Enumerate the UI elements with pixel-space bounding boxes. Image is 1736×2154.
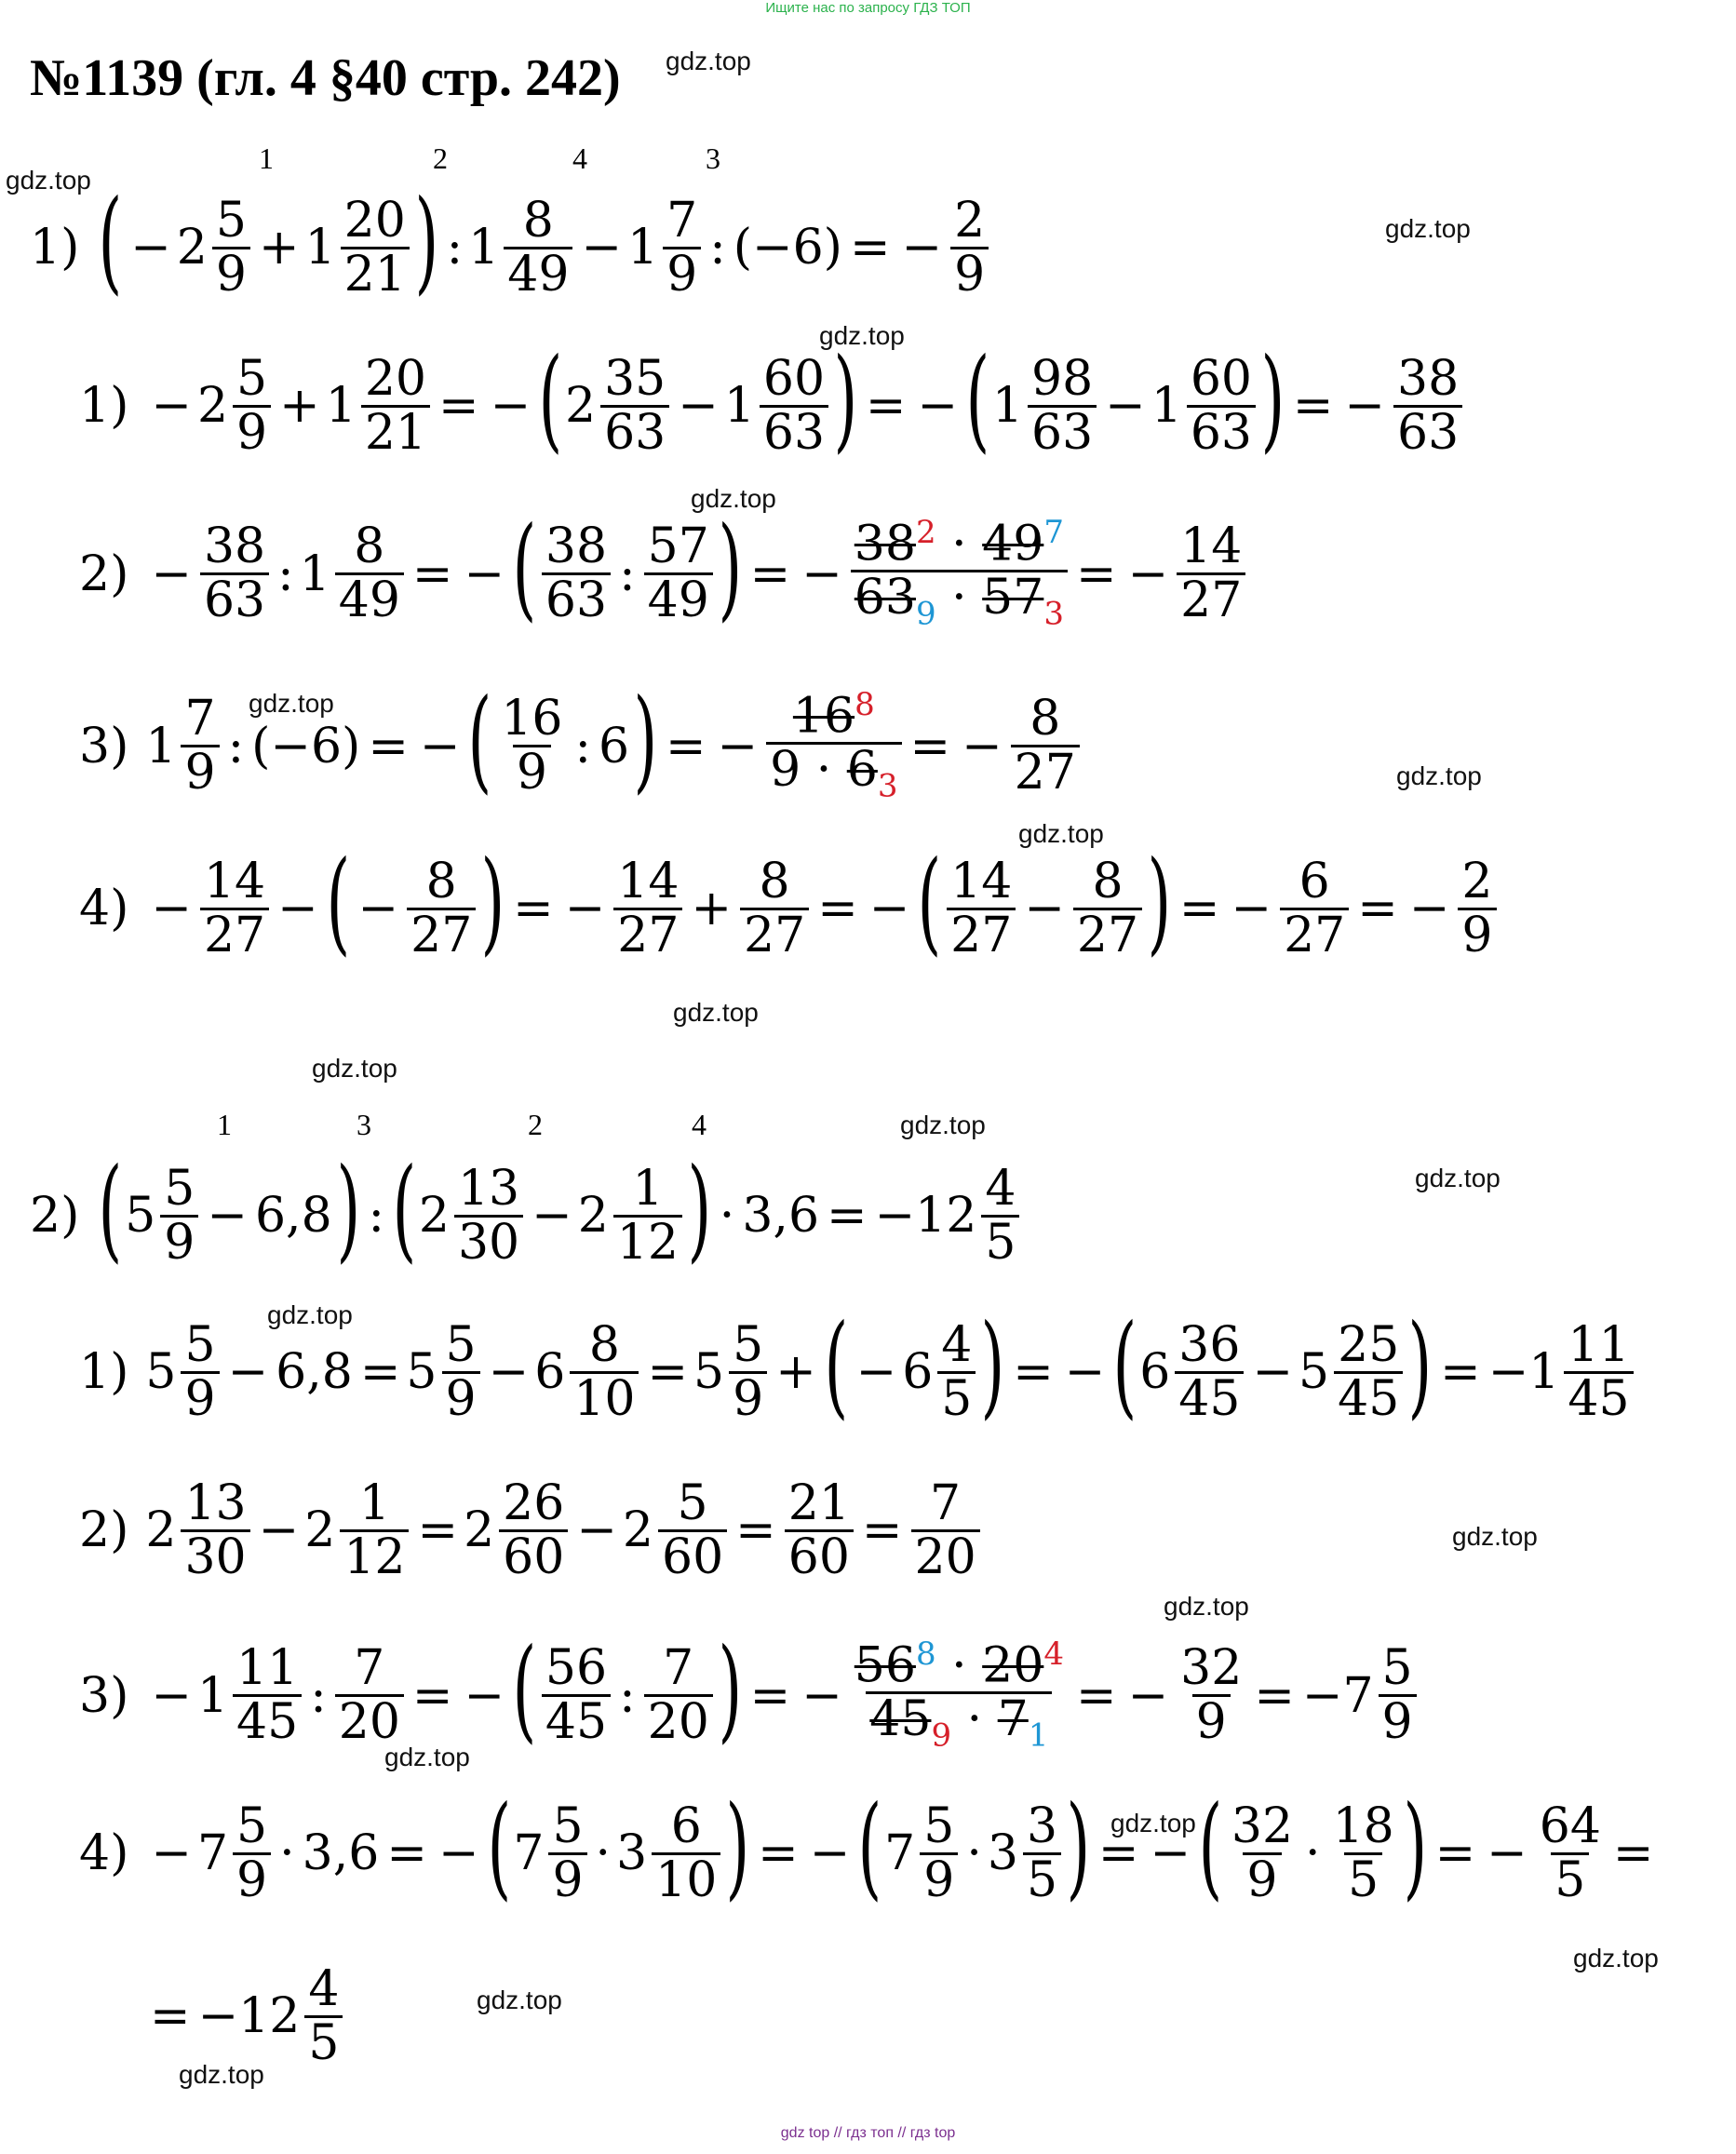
watermark: gdz.top [1396,761,1482,790]
watermark: gdz.top [673,998,759,1027]
order-mark: 2 [528,1108,543,1141]
watermark: gdz.top [312,1054,397,1083]
watermark: gdz.top [900,1111,986,1139]
order-mark: 1 [259,141,274,175]
watermark: gdz.top [691,484,776,513]
problem1-step4: 4) − $\frac{14}{27}$ − ( − $\frac{8}{27}$ ) = − $\frac{14}{27}$ + $\frac{8}{27}$ = − ( 14 27 − $\frac{8}{27}$ ) = − $\frac{6}{27}$ = − $\frac{2}{9}$ [79,856,1500,961]
problem1-expression: 1) ( − 2 5 9 + 1 20 21 ) : 1 8 49 − 1 7 9 : (−6) = − $\frac{2}{9}$ [30,195,991,300]
watermark: gdz.top [1573,1944,1659,1972]
problem1-step3: 3) 1 7 9 : (−6) = − ( 16 9 : 6 ) = − $\frac{16^8}{9 \cdot 6_3}$ = − $\frac{8}{27}$ [79,689,1083,803]
watermark: gdz.top [267,1300,353,1329]
problem-label: 1) [30,220,80,276]
step-label: 3) [79,718,129,774]
problem2-step4-continuation: = −12 4 5 [144,1964,345,2068]
watermark: gdz.top [1385,214,1471,243]
watermark: gdz.top [1110,1809,1196,1838]
watermark: gdz.top [384,1743,470,1771]
problem2-step1: 1) 5 5 9 − 6,8 = 5 5 9 − 6 8 10 = 5 5 9 + ( − 6 4 5 ) = − ( 6 36 45 − 5 25 45 ) = −1 11 45 [79,1320,1636,1424]
step-label: 2) [79,1502,129,1559]
order-mark: 3 [706,141,720,175]
watermark: gdz.top [6,166,91,195]
step-label: 1) [79,1344,129,1401]
order-mark: 4 [572,141,587,175]
problem1-step1: 1) − 2 5 9 + 1 20 21 = − ( 2 35 63 − 1 60 63 ) = − ( 1 98 63 − 1 60 63 ) = − $\frac{38}{63}$ [79,354,1465,458]
step-label: 1) [79,378,129,435]
order-mark: 4 [692,1108,707,1141]
problem2-step3: 3) − 1 11 45 : $\frac{7}{20}$ = − ( 56 45 : 7 20 ) = − $\frac{56^8 \cdot 20^4}{45_9 \cdot 7_1}$ = − $\frac{32}{9}$ = −7 5 9 [79,1638,1420,1753]
watermark: gdz.top [1452,1522,1538,1551]
watermark: gdz.top [477,1986,562,2014]
watermark: gdz.top [179,2060,264,2089]
step-label: 2) [79,545,129,602]
top-banner: Ищите нас по запросу ГДЗ ТОП [765,0,971,16]
problem-label: 2) [30,1188,80,1245]
step-label: 4) [79,881,129,937]
watermark: gdz.top [1018,819,1104,848]
order-mark: 3 [357,1108,371,1141]
footer: gdz top // гдз топ // гдз top [780,2125,956,2141]
page-title: №1139 (гл. 4 §40 стр. 242) [30,49,621,107]
order-mark: 1 [217,1108,232,1141]
watermark: gdz.top [1415,1164,1500,1192]
watermark: gdz.top [1164,1592,1249,1621]
step-label: 3) [79,1667,129,1724]
problem2-expression: 2) ( 5 5 9 − 6,8 ) : ( 2 13 30 − 2 1 12 ) · 3,6 = −12 4 5 [30,1164,1022,1268]
problem1-step2: 2) − $\frac{38}{63}$ : 1 8 49 = − ( 38 63 : 57 49 ) = − $\frac{38^2 \cdot 49^7}{63_9 \cdot 57_3}$ = − $\frac{14}{27}$ [79,517,1248,631]
step-label: 4) [79,1825,129,1882]
watermark: gdz.top [249,689,334,718]
order-mark: 2 [433,141,448,175]
problem2-step2: 2) 2 13 30 − 2 1 12 = 2 26 60 − 2 5 60 = $\frac{21}{60}$ = $\frac{7}{20}$ [79,1478,983,1582]
watermark: gdz.top [819,321,905,350]
watermark: gdz.top [666,47,751,75]
problem2-step4: 4) − 7 5 9 · 3,6 = − ( 7 5 9 · 3 6 10 ) = − ( 7 5 9 · 3 3 5 ) = − ( 32 9 · 18 5 ) = − $\frac{64}{5}$ = [79,1783,1654,1913]
